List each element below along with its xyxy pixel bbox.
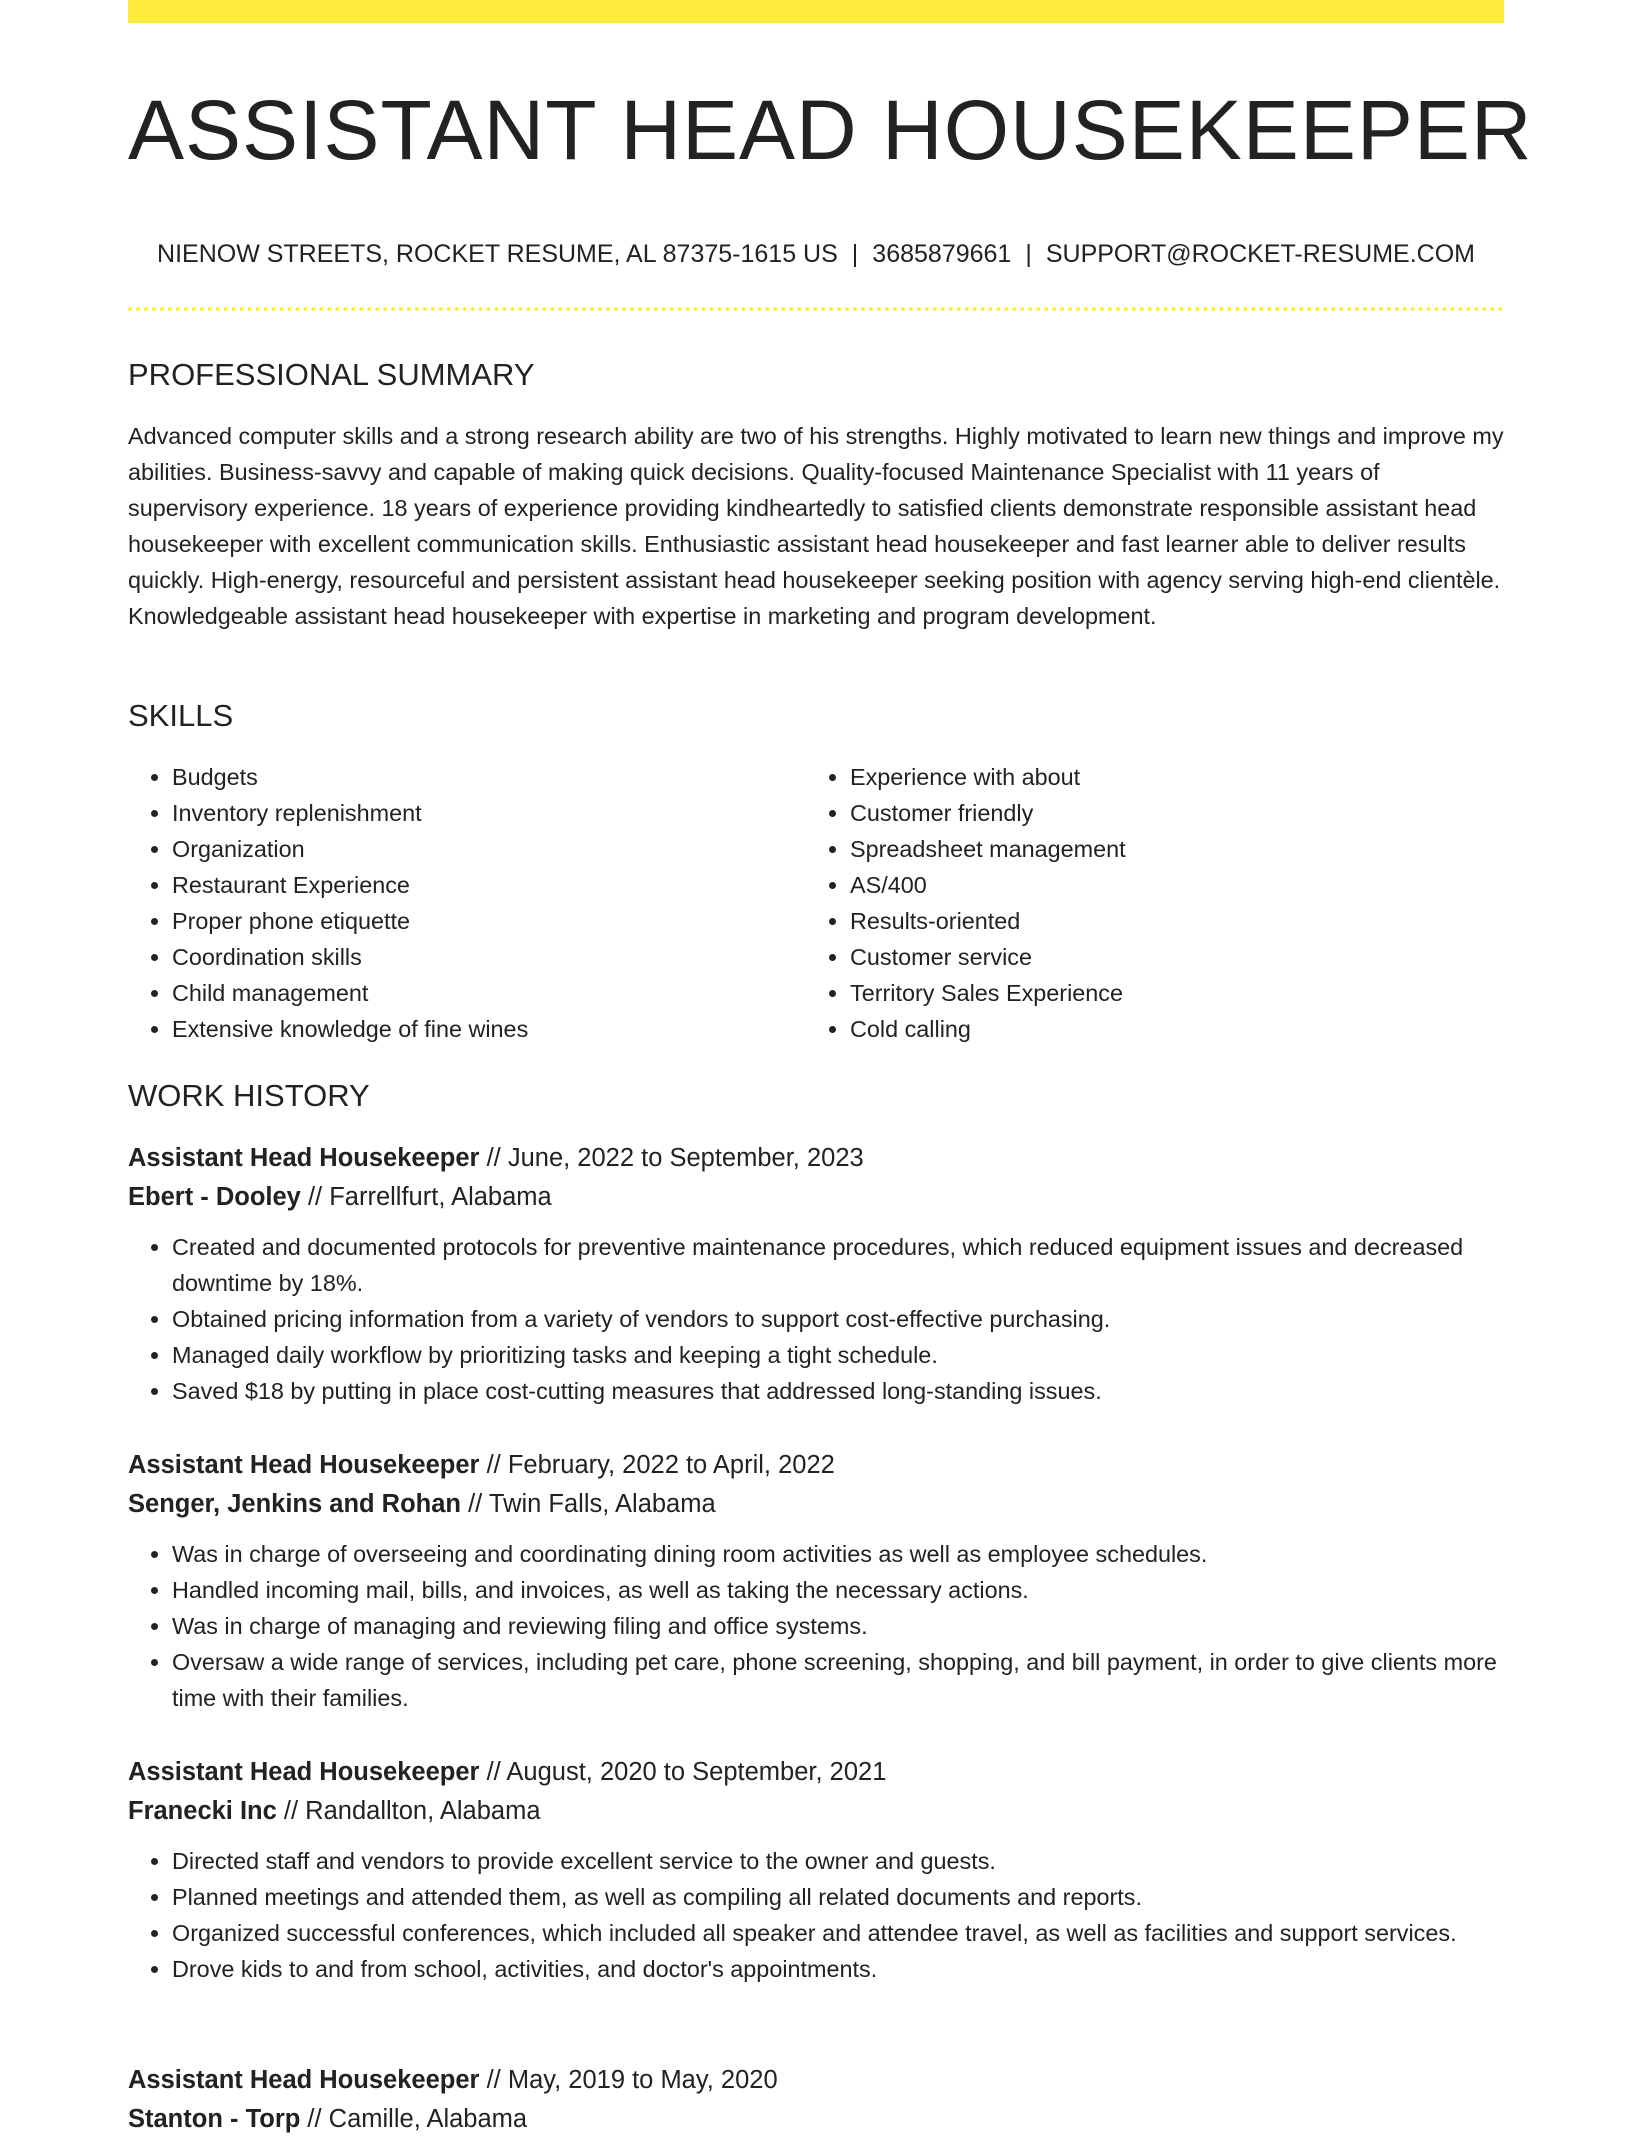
skill-item: • Organization <box>172 831 806 867</box>
job-bullets <box>128 1843 1504 1987</box>
job-title-line <box>128 1139 1504 1178</box>
contact-line <box>128 236 1504 272</box>
skill-item: • Proper phone etiquette <box>172 903 806 939</box>
job-location: Randallton, Alabama <box>305 1797 541 1825</box>
skill-item: • Inventory replenishment <box>172 795 806 831</box>
job-company: Franecki Inc <box>128 1797 277 1825</box>
job-bullets <box>128 1536 1504 1716</box>
job-bullet: • Created and documented protocols for preventive maintenance procedures, which reduced equipment issues and decreased downtime by 18%. <box>172 1229 1504 1301</box>
contact-phone: 3685879661 <box>872 240 1012 268</box>
job-separator: // <box>479 1758 507 1786</box>
job-title: Assistant Head Housekeeper <box>128 1758 480 1786</box>
job-separator: // <box>479 1451 508 1479</box>
job-company-line <box>128 1485 1504 1524</box>
skill-item: • Extensive knowledge of fine wines <box>172 1011 806 1047</box>
contact-address: NIENOW STREETS, ROCKET RESUME, AL 87375-1615 US <box>157 240 838 268</box>
skills-column-right <box>806 759 1484 1047</box>
job-separator: // <box>300 2105 329 2133</box>
job-entry <box>128 1139 1504 1409</box>
job-separator: // <box>479 1144 508 1172</box>
summary-text: Advanced computer skills and a strong research ability are two of his strengths. Highly motivated to learn new things and improve my abilities. Business-savvy and capable of making quick decisions. Quality-focused Maintenance Specialist with 11 years of supervisory experience. 18 years of experience providing kindheartedly to satisfied clients demonstrate responsible assistant head housekeeper with excellent communication skills. Enthusiastic assistant head housekeeper and fast learner able to deliver results quickly. High-energy, resourceful and persistent assistant head housekeeper seeking position with agency serving high-end clientèle. Knowledgeable assistant head housekeeper with expertise in marketing and program development. <box>128 423 1504 629</box>
skill-item: • Customer service <box>850 939 1484 975</box>
skill-item: • Experience with about <box>850 759 1484 795</box>
job-title-line <box>128 1753 1504 1792</box>
skill-item: • Customer friendly <box>850 795 1484 831</box>
job-bullets <box>128 1229 1504 1409</box>
summary-section-title: PROFESSIONAL SUMMARY <box>128 357 535 392</box>
job-title-line <box>128 2061 1504 2100</box>
skill-item: • Coordination skills <box>172 939 806 975</box>
job-bullet: • Was in charge of managing and reviewing filing and office systems. <box>172 1608 1504 1644</box>
job-bullet: • Directed staff and vendors to provide excellent service to the owner and guests. <box>172 1843 1504 1879</box>
job-bullet: • Saved $18 by putting in place cost-cutting measures that addressed long-standing issues. <box>172 1373 1504 1409</box>
job-entry <box>128 1753 1504 1987</box>
job-bullet: • Managed daily workflow by prioritizing tasks and keeping a tight schedule. <box>172 1337 1504 1373</box>
job-location: Camille, Alabama <box>328 2105 528 2133</box>
job-bullet: • Planned meetings and attended them, as well as compiling all related documents and reports. <box>172 1879 1504 1915</box>
job-company: Senger, Jenkins and Rohan <box>128 1490 462 1518</box>
job-dates: June, 2022 to September, 2023 <box>507 1144 864 1172</box>
job-entry <box>128 2061 1504 2139</box>
job-dates: February, 2022 to April, 2022 <box>507 1451 835 1479</box>
contact-separator: | <box>1025 240 1032 268</box>
job-separator: // <box>461 1490 489 1518</box>
work-history-section-title: WORK HISTORY <box>128 1078 370 1113</box>
skill-item: • Spreadsheet management <box>850 831 1484 867</box>
job-location: Twin Falls, Alabama <box>488 1490 716 1518</box>
skills-column-left <box>128 759 806 1047</box>
job-bullet: • Was in charge of overseeing and coordinating dining room activities as well as employee schedules. <box>172 1536 1504 1572</box>
skill-item: • Cold calling <box>850 1011 1484 1047</box>
dotted-divider <box>128 307 1504 311</box>
job-entry <box>128 1446 1504 1716</box>
job-company: Stanton - Torp <box>128 2105 301 2133</box>
job-bullet: • Obtained pricing information from a variety of vendors to support cost-effective purchasing. <box>172 1301 1504 1337</box>
job-company: Ebert - Dooley <box>128 1183 301 1211</box>
job-separator: // <box>276 1797 306 1825</box>
skill-item: • Results-oriented <box>850 903 1484 939</box>
job-company-line <box>128 2100 1504 2139</box>
skills-list <box>128 759 1504 1047</box>
job-company-line <box>128 1178 1504 1217</box>
job-company-line <box>128 1792 1504 1831</box>
job-title: Assistant Head Housekeeper <box>128 1451 480 1479</box>
job-bullet: • Organized successful conferences, which included all speaker and attendee travel, as well as facilities and support services. <box>172 1915 1504 1951</box>
skill-item: • Child management <box>172 975 806 1011</box>
skill-item: • Restaurant Experience <box>172 867 806 903</box>
job-separator: // <box>300 1183 330 1211</box>
job-separator: // <box>479 2066 508 2094</box>
skill-item: • Territory Sales Experience <box>850 975 1484 1011</box>
top-accent-bar <box>128 0 1504 23</box>
contact-separator: | <box>851 240 859 268</box>
job-dates: May, 2019 to May, 2020 <box>507 2066 778 2094</box>
contact-email: SUPPORT@ROCKET-RESUME.COM <box>1045 240 1475 268</box>
resume-name-heading: ASSISTANT HEAD HOUSEKEEPER <box>128 83 1533 177</box>
job-title: Assistant Head Housekeeper <box>128 1144 480 1172</box>
skill-item: • Budgets <box>172 759 806 795</box>
job-bullet: • Handled incoming mail, bills, and invoices, as well as taking the necessary actions. <box>172 1572 1504 1608</box>
job-bullet: • Drove kids to and from school, activities, and doctor's appointments. <box>172 1951 1504 1987</box>
job-title: Assistant Head Housekeeper <box>128 2066 480 2094</box>
job-bullet: • Oversaw a wide range of services, including pet care, phone screening, shopping, and bill payment, in order to give clients more time with their families. <box>172 1644 1504 1716</box>
job-dates: August, 2020 to September, 2021 <box>506 1758 887 1786</box>
job-location: Farrellfurt, Alabama <box>329 1183 552 1211</box>
skill-item: • AS/400 <box>850 867 1484 903</box>
skills-section-title: SKILLS <box>128 698 234 733</box>
job-title-line <box>128 1446 1504 1485</box>
